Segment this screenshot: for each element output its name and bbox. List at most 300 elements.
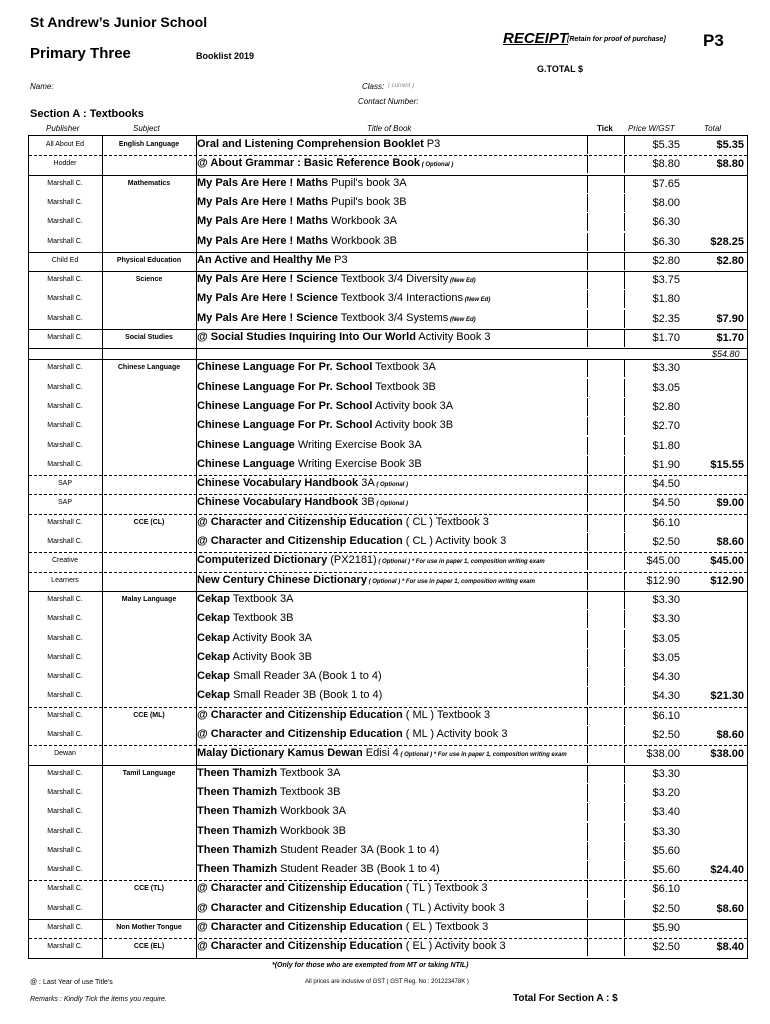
subtotal-label: $54.80 <box>712 349 740 360</box>
book-title-rest: Workbook 3A <box>328 215 397 228</box>
price-cell: $4.30 <box>652 671 680 684</box>
tick-box[interactable] <box>587 919 625 937</box>
table-row <box>29 310 747 329</box>
publisher-cell: Marshall C. <box>47 364 83 372</box>
contact-label: Contact Number: <box>358 97 419 106</box>
book-title <box>197 312 476 324</box>
publisher-cell: Marshall C. <box>47 237 83 245</box>
book-title-rest: Activity Book 3 <box>415 331 491 343</box>
book-title <box>197 381 436 393</box>
book-title-rest: P3 <box>423 138 441 150</box>
book-title-bold: Chinese Language For Pr. School <box>197 361 373 374</box>
price-cell: $3.30 <box>652 362 680 375</box>
col-subject: Subject <box>133 124 160 133</box>
book-title-rest: ( CL ) Activity book 3 <box>402 535 507 547</box>
book-title-bold: @ Character and Citizenship Education <box>197 940 403 953</box>
book-title-bold: Computerized Dictionary <box>197 554 328 567</box>
book-title-rest: ( CL ) Textbook 3 <box>402 515 489 528</box>
book-title <box>197 747 567 759</box>
book-title-bold: Cekap <box>197 689 231 702</box>
publisher-cell: Marshall C. <box>47 943 83 951</box>
publisher-cell: Marshall C. <box>47 198 83 206</box>
price-cell: $3.30 <box>652 825 680 838</box>
col-publisher: Publisher <box>46 124 80 133</box>
book-title-rest: Student Reader 3A (Book 1 to 4) <box>277 843 440 856</box>
table-row <box>29 213 747 232</box>
book-title-rest: Writing Exercise Book 3A <box>294 438 422 451</box>
price-cell: $5.35 <box>652 139 680 151</box>
total-cell: $8.60 <box>716 902 744 915</box>
book-title-bold: My Pals Are Here ! Maths <box>197 195 329 208</box>
table-row <box>29 919 747 938</box>
tick-box[interactable] <box>587 745 625 763</box>
tick-box[interactable] <box>587 136 625 154</box>
book-title-rest: Workbook 3B <box>328 234 397 247</box>
total-cell: $12.90 <box>710 574 744 587</box>
book-title-bold: My Pals Are Here ! Science <box>197 273 338 286</box>
book-title <box>197 400 453 412</box>
tick-box[interactable] <box>587 707 625 725</box>
book-title-bold: Theen Thamizh <box>197 863 278 876</box>
publisher-cell: Dewan <box>54 750 76 758</box>
subject-cell: CCE (CL) <box>133 518 165 526</box>
tick-box[interactable] <box>587 649 625 667</box>
book-title <box>197 254 348 266</box>
table-row <box>29 803 747 822</box>
table-row <box>29 437 747 456</box>
book-title <box>197 138 440 150</box>
table-row <box>29 745 747 764</box>
tick-box[interactable] <box>587 803 625 821</box>
publisher-cell: Marshall C. <box>47 769 83 777</box>
book-title <box>197 728 507 740</box>
table-row <box>29 290 747 309</box>
price-cell: $8.00 <box>652 196 680 209</box>
book-title-rest: Textbook 3/4 Diversity <box>337 273 449 286</box>
book-title-bold: Cekap <box>197 631 231 644</box>
table-row <box>29 765 747 784</box>
book-title-rest: ( EL ) Activity book 3 <box>402 940 506 953</box>
book-title <box>197 921 488 933</box>
price-cell: $2.50 <box>652 902 680 915</box>
tick-box[interactable] <box>587 417 625 435</box>
tick-box[interactable] <box>587 155 625 173</box>
subject-cell: Social Studies <box>125 334 173 341</box>
publisher-cell: Child Ed <box>51 256 79 264</box>
table-row <box>29 726 747 745</box>
tick-box[interactable] <box>587 379 625 397</box>
book-title-rest: Small Reader 3B (Book 1 to 4) <box>230 689 383 702</box>
book-title-bold: Chinese Language <box>197 457 295 470</box>
book-title <box>197 709 490 721</box>
table-row <box>29 572 747 591</box>
booklist-year: Booklist 2019 <box>196 51 255 61</box>
book-title-rest: ( EL ) Textbook 3 <box>402 921 489 933</box>
table-row <box>29 630 747 649</box>
book-title-bold: Theen Thamizh <box>197 843 278 856</box>
total-cell: $8.60 <box>716 729 744 741</box>
publisher-cell: Marshall C. <box>47 904 83 912</box>
book-title <box>197 419 453 431</box>
tick-box[interactable] <box>587 630 625 648</box>
price-cell: $1.80 <box>652 293 680 306</box>
book-title-bold: Theen Thamizh <box>197 785 278 798</box>
publisher-cell: Marshall C. <box>47 334 83 341</box>
book-title <box>197 516 489 528</box>
section-title: Section A : Textbooks <box>30 108 144 120</box>
book-title-bold: Chinese Language For Pr. School <box>197 419 373 432</box>
publisher-cell: Marshall C. <box>47 634 83 642</box>
col-total: Total <box>704 124 722 133</box>
book-note: (New Ed) <box>463 297 491 304</box>
tick-box[interactable] <box>587 475 625 493</box>
table-row <box>29 136 747 155</box>
book-title-rest: Writing Exercise Book 3B <box>294 457 422 470</box>
total-cell: $9.00 <box>716 497 744 510</box>
book-title-rest: Pupil's book 3B <box>328 195 407 208</box>
book-title-rest: 3A <box>358 477 375 490</box>
price-cell: $3.30 <box>652 767 680 780</box>
book-title <box>197 574 535 586</box>
publisher-cell: Marshall C. <box>47 276 83 284</box>
tick-box[interactable] <box>587 938 625 956</box>
price-cell: $38.00 <box>646 748 680 761</box>
book-title-bold: Cekap <box>197 612 231 625</box>
book-title-bold: @ Character and Citizenship Education <box>197 535 403 547</box>
book-note: (New Ed) <box>448 316 476 323</box>
publisher-cell: Marshall C. <box>47 673 83 681</box>
table-row <box>29 784 747 803</box>
tick-box[interactable] <box>587 880 625 898</box>
book-note: ( Optional ) * For use in paper 1, composition writing exam <box>366 578 535 585</box>
tick-box[interactable] <box>587 456 625 474</box>
tick-box[interactable] <box>587 329 625 347</box>
col-price: Price W/GST <box>628 124 675 133</box>
table-row <box>29 610 747 629</box>
table-row <box>29 494 747 513</box>
receipt-label: RECEIPT <box>503 30 569 47</box>
col-title: Title of Book <box>367 124 412 133</box>
table-row <box>29 417 747 436</box>
book-title <box>197 292 490 304</box>
grand-total-label: G.TOTAL $ <box>537 64 584 74</box>
total-cell: $7.90 <box>716 312 744 325</box>
book-title <box>197 825 346 837</box>
book-title <box>197 554 545 566</box>
book-title <box>197 331 491 343</box>
publisher-cell: SAP <box>57 499 72 507</box>
price-cell: $6.30 <box>652 216 680 229</box>
publisher-cell: Learners <box>51 576 79 584</box>
subject-cell: English Language <box>118 141 180 148</box>
tick-box[interactable] <box>587 271 625 289</box>
table-row <box>29 842 747 861</box>
book-title <box>197 361 436 373</box>
book-title-bold: Chinese Language <box>197 438 295 451</box>
book-title <box>197 805 346 817</box>
publisher-cell: Marshall C. <box>47 441 83 449</box>
price-cell: $2.50 <box>652 536 680 548</box>
book-note: ( Optional ) <box>374 501 409 508</box>
book-title <box>197 689 382 701</box>
table-row <box>29 271 747 290</box>
class-hint: ( current ) <box>388 83 415 89</box>
book-title-rest: Textbook 3B <box>230 612 294 625</box>
level-code: P3 <box>703 31 724 50</box>
book-title-bold: My Pals Are Here ! Maths <box>197 234 329 247</box>
textbook-table <box>28 135 748 959</box>
book-title-rest: Small Reader 3A (Book 1 to 4) <box>230 670 382 683</box>
book-title <box>197 215 397 227</box>
publisher-cell: Marshall C. <box>47 885 83 893</box>
tick-box[interactable] <box>587 668 625 686</box>
book-note: ( Optional ) <box>374 482 409 489</box>
tick-box[interactable] <box>587 213 625 231</box>
exempt-note: *(Only for those who are exempted from MT or taking NTIL) <box>272 962 469 969</box>
book-title-rest: Workbook 3B <box>277 824 346 837</box>
total-cell: $8.60 <box>716 536 744 548</box>
tick-box[interactable] <box>587 233 625 251</box>
book-title-bold: My Pals Are Here ! Science <box>197 292 338 305</box>
publisher-cell: Marshall C. <box>47 866 83 874</box>
book-title-bold: Theen Thamizh <box>197 766 278 779</box>
book-title <box>197 902 505 914</box>
price-cell: $4.50 <box>652 497 680 510</box>
tick-box[interactable] <box>587 359 625 377</box>
school-name: St Andrew’s Junior School <box>30 14 208 30</box>
publisher-cell: Marshall C. <box>47 808 83 816</box>
last-year-note: @ : Last Year of use Title's <box>30 979 113 986</box>
tick-box[interactable] <box>587 842 625 860</box>
price-cell: $6.10 <box>652 883 680 896</box>
book-note: ( Optional ) * For use in paper 1, composition writing exam <box>376 559 545 566</box>
book-title-bold: @ About Grammar : Basic Reference Book <box>197 157 421 170</box>
book-title <box>197 439 422 451</box>
publisher-cell: Creative <box>51 557 79 565</box>
tick-box[interactable] <box>587 591 625 609</box>
table-row <box>29 155 747 174</box>
book-title <box>197 196 407 208</box>
tick-box[interactable] <box>587 398 625 416</box>
book-title-bold: My Pals Are Here ! Maths <box>197 176 329 189</box>
price-cell: $3.30 <box>652 613 680 626</box>
tick-box[interactable] <box>587 687 625 705</box>
publisher-cell: Marshall C. <box>47 460 83 468</box>
table-row <box>29 649 747 668</box>
publisher-cell: Marshall C. <box>47 827 83 835</box>
book-title <box>197 458 422 470</box>
tick-box[interactable] <box>587 175 625 193</box>
book-title <box>197 235 397 247</box>
book-title <box>197 477 408 489</box>
book-title-rest: P3 <box>331 253 348 266</box>
publisher-cell: Marshall C. <box>47 518 83 526</box>
price-cell: $3.30 <box>652 593 680 606</box>
price-cell: $6.10 <box>652 709 680 722</box>
publisher-cell: Marshall C. <box>47 314 83 322</box>
book-title <box>197 157 453 169</box>
total-cell: $2.80 <box>716 254 744 267</box>
price-cell: $5.90 <box>652 922 680 934</box>
price-cell: $1.80 <box>652 439 680 452</box>
book-title-rest: Workbook 3A <box>277 805 346 818</box>
col-tick: Tick <box>597 124 613 133</box>
total-cell: $21.30 <box>710 690 744 703</box>
book-title <box>197 535 506 547</box>
book-title-bold: Cekap <box>197 592 231 605</box>
tick-box[interactable] <box>587 194 625 212</box>
price-cell: $3.75 <box>652 274 680 287</box>
price-cell: $8.80 <box>652 158 680 171</box>
tick-box[interactable] <box>587 437 625 455</box>
book-title-rest: Textbook 3A <box>372 361 436 374</box>
table-row <box>29 823 747 842</box>
book-title-bold: Oral and Listening Comprehension Booklet <box>197 138 424 150</box>
price-cell: $3.05 <box>652 632 680 645</box>
tick-box[interactable] <box>587 861 625 879</box>
table-row <box>29 861 747 880</box>
tick-box[interactable] <box>587 784 625 802</box>
book-title-rest: Edisi 4 <box>362 747 399 760</box>
book-title-rest: Pupil's book 3A <box>328 176 407 189</box>
tick-box[interactable] <box>587 610 625 628</box>
price-cell: $7.65 <box>652 177 680 190</box>
table-row <box>29 552 747 571</box>
tick-box[interactable] <box>587 552 625 570</box>
total-cell: $8.80 <box>716 158 744 171</box>
price-cell: $45.00 <box>646 555 680 568</box>
book-title-bold: @ Character and Citizenship Education <box>197 708 403 721</box>
book-title <box>197 863 440 875</box>
price-cell: $1.90 <box>652 458 680 471</box>
name-label: Name: <box>30 82 54 91</box>
remarks: Remarks : Kindly Tick the items you require. <box>30 996 167 1003</box>
book-title-rest: Activity Book 3B <box>230 650 312 663</box>
subject-cell: Non Mother Tongue <box>116 924 182 931</box>
total-cell: $45.00 <box>710 555 744 568</box>
tick-box[interactable] <box>587 494 625 512</box>
table-row <box>29 379 747 398</box>
subject-cell: Physical Education <box>116 256 182 264</box>
book-title-bold: My Pals Are Here ! Maths <box>197 215 329 228</box>
price-cell: $2.35 <box>652 312 680 325</box>
book-title-bold: An Active and Healthy Me <box>197 253 332 266</box>
book-title-bold: Cekap <box>197 670 231 683</box>
subject-cell: CCE (EL) <box>133 943 165 951</box>
publisher-cell: All About Ed <box>45 141 85 148</box>
book-title <box>197 844 439 856</box>
book-title-rest: Textbook 3/4 Systems <box>337 311 449 324</box>
book-title-bold: New Century Chinese Dictionary <box>197 573 367 586</box>
book-title-bold: My Pals Are Here ! Science <box>197 311 338 324</box>
tick-box[interactable] <box>587 310 625 328</box>
price-cell: $2.70 <box>652 420 680 433</box>
book-title <box>197 496 408 508</box>
tick-box[interactable] <box>587 726 625 744</box>
tick-box[interactable] <box>587 765 625 783</box>
book-title-bold: Chinese Language For Pr. School <box>197 380 373 393</box>
price-cell: $3.20 <box>652 786 680 799</box>
publisher-cell: Hodder <box>53 160 77 168</box>
table-row <box>29 687 747 706</box>
table-row <box>29 591 747 610</box>
book-title-bold: @ Character and Citizenship Education <box>197 728 403 740</box>
book-note: (New Ed) <box>448 278 476 285</box>
book-title-rest: ( ML ) Activity book 3 <box>402 728 508 740</box>
book-title-bold: Chinese Language For Pr. School <box>197 399 373 412</box>
publisher-cell: Marshall C. <box>47 731 83 738</box>
publisher-cell: Marshall C. <box>47 295 83 303</box>
table-row <box>29 252 747 271</box>
price-cell: $4.50 <box>652 478 680 491</box>
subject-cell: CCE (ML) <box>133 711 165 719</box>
total-cell: $15.55 <box>710 458 744 471</box>
book-note: ( Optional ) * For use in paper 1, composition writing exam <box>398 752 567 759</box>
book-title-bold: @ Character and Citizenship Education <box>197 882 403 895</box>
subject-cell: Malay Language <box>121 595 177 603</box>
price-cell: $3.40 <box>652 806 680 819</box>
publisher-cell: SAP <box>57 480 72 488</box>
retain-note: [Retain for proof of purchase] <box>567 36 666 43</box>
tick-box[interactable] <box>587 572 625 590</box>
tick-box[interactable] <box>587 252 625 270</box>
book-title-rest: Textbook 3A <box>230 592 294 605</box>
publisher-cell: Marshall C. <box>47 538 83 545</box>
book-note: ( Optional ) <box>420 162 454 169</box>
table-row <box>29 456 747 475</box>
price-cell: $5.60 <box>652 844 680 857</box>
tick-box[interactable] <box>587 290 625 308</box>
publisher-cell: Marshall C. <box>47 422 83 430</box>
tick-box[interactable] <box>587 533 625 551</box>
table-row <box>29 668 747 687</box>
price-cell: $3.05 <box>652 381 680 394</box>
book-title-rest: ( TL ) Activity book 3 <box>402 901 505 914</box>
price-cell: $6.10 <box>652 516 680 529</box>
tick-box[interactable] <box>587 900 625 918</box>
class-label: Class: <box>362 82 385 91</box>
table-row <box>29 938 747 957</box>
subject-cell: Chinese Language <box>117 364 181 372</box>
book-title-bold: @ Social Studies Inquiring Into Our World <box>197 331 416 343</box>
subject-cell: CCE (TL) <box>134 885 164 893</box>
row-separator <box>29 348 747 349</box>
publisher-cell: Marshall C. <box>47 653 83 661</box>
book-title-rest: Textbook 3B <box>277 785 341 798</box>
price-cell: $2.50 <box>652 729 680 741</box>
total-cell: $8.40 <box>716 941 744 954</box>
tick-box[interactable] <box>587 514 625 532</box>
publisher-cell: Marshall C. <box>47 218 83 226</box>
level-title: Primary Three <box>30 45 131 62</box>
price-cell: $12.90 <box>646 574 680 587</box>
book-title <box>197 612 293 624</box>
total-cell: $24.40 <box>710 864 744 877</box>
book-title-rest: ( ML ) Textbook 3 <box>402 708 491 721</box>
total-cell: $1.70 <box>716 332 744 344</box>
book-title-rest: 3B <box>358 496 375 509</box>
publisher-cell: Marshall C. <box>47 846 83 854</box>
subject-cell: Tamil Language <box>122 769 176 777</box>
book-title <box>197 940 506 952</box>
book-title <box>197 670 382 682</box>
book-title-bold: Theen Thamizh <box>197 805 278 818</box>
total-cell: $5.35 <box>716 139 744 151</box>
tick-box[interactable] <box>587 823 625 841</box>
publisher-cell: Marshall C. <box>47 788 83 796</box>
table-row <box>29 514 747 533</box>
total-cell: $38.00 <box>710 748 744 761</box>
